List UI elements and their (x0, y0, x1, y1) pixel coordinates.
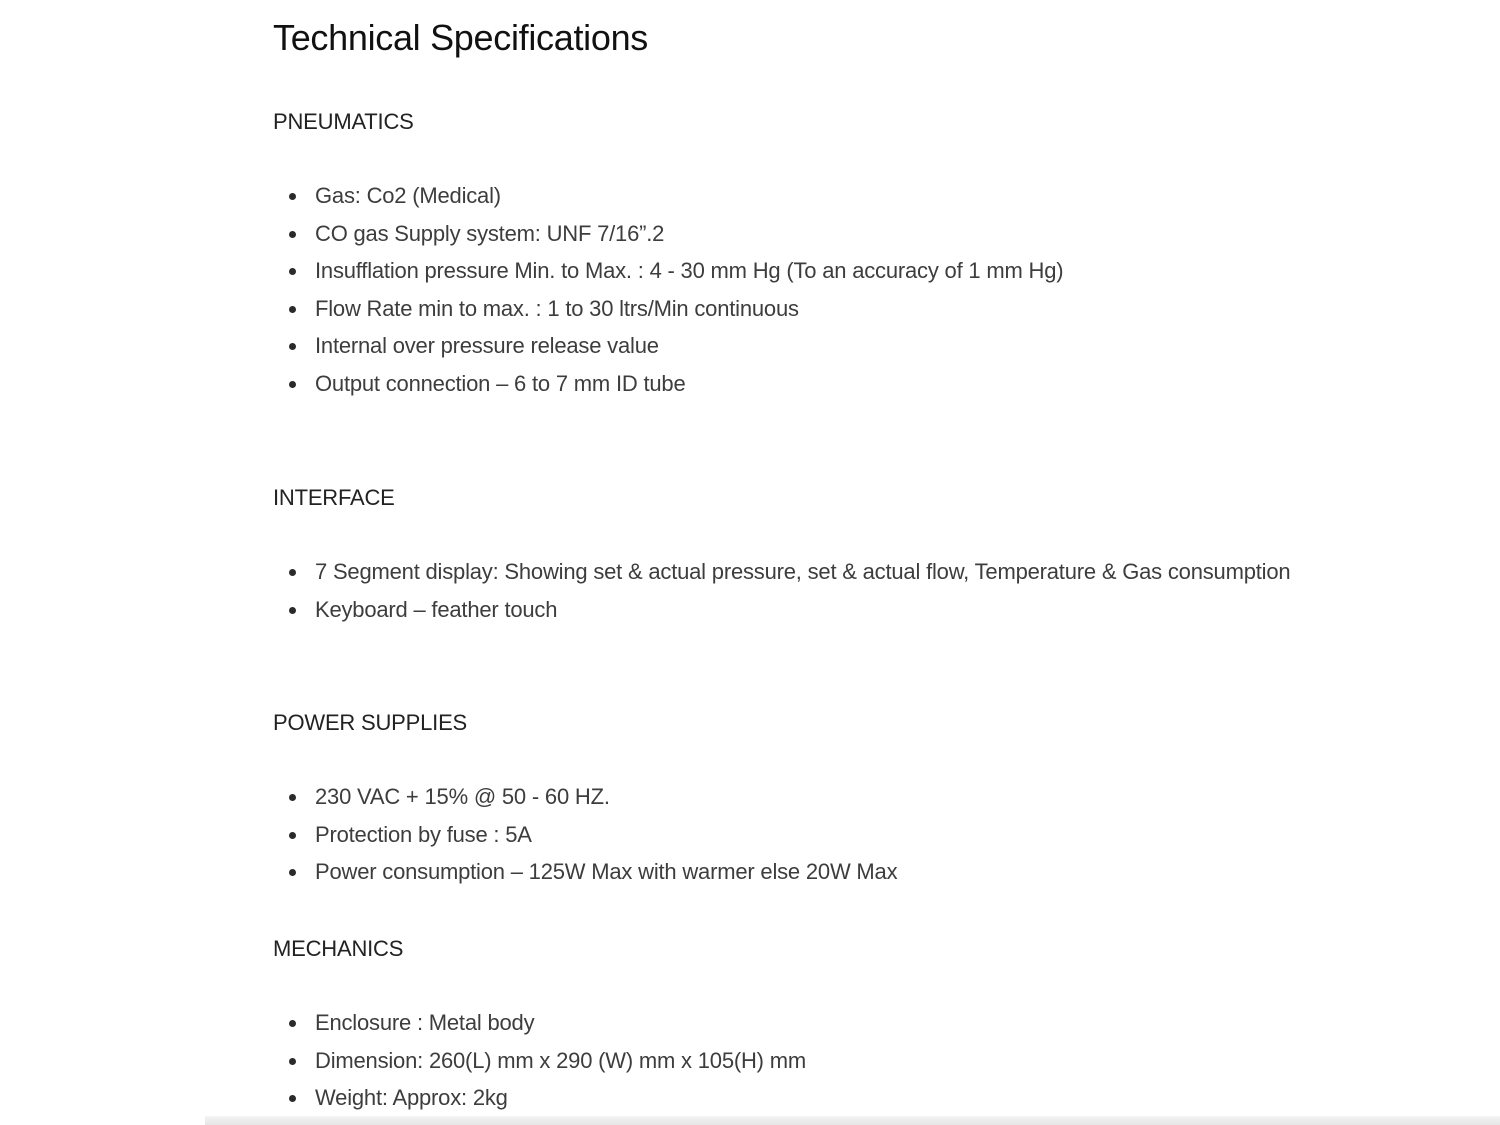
bullet-icon (289, 607, 296, 614)
section-heading-power-supplies: POWER SUPPLIES (273, 710, 468, 735)
list-item-text: Dimension: 260(L) mm x 290 (W) mm x 105(H) mm (315, 1047, 806, 1073)
power-supplies-list (273, 784, 897, 897)
list-item (273, 221, 1063, 259)
list-item-text: Power consumption – 125W Max with warmer else 20W Max (315, 859, 898, 885)
bullet-icon (289, 569, 296, 576)
list-item (273, 597, 1290, 635)
list-item-text: Flow Rate min to max. : 1 to 30 ltrs/Min continuous (315, 295, 799, 321)
section-heading-mechanics: MECHANICS (273, 936, 404, 961)
pneumatics-list (273, 183, 1063, 409)
bullet-icon (289, 832, 296, 839)
list-item (273, 822, 897, 860)
bullet-icon (289, 381, 296, 388)
bullet-icon (289, 306, 296, 313)
list-item (273, 296, 1063, 334)
list-item-text: CO gas Supply system: UNF 7/16”.2 (315, 220, 665, 246)
list-item-text: Protection by fuse : 5A (315, 821, 532, 847)
list-item (273, 1048, 806, 1086)
list-item (273, 559, 1290, 597)
section-heading-interface: INTERFACE (273, 485, 395, 510)
list-item (273, 258, 1063, 296)
list-item (273, 183, 1063, 221)
list-item-text: Internal over pressure release value (315, 333, 659, 359)
list-item-text: Weight: Approx: 2kg (315, 1085, 508, 1111)
bullet-icon (289, 231, 296, 238)
bullet-icon (289, 1058, 296, 1065)
page-title: Technical Specifications (273, 17, 649, 58)
bullet-icon (289, 1020, 296, 1027)
bullet-icon (289, 268, 296, 275)
list-item-text: 7 Segment display: Showing set & actual pressure, set & actual flow, Temperature & Gas consumption (315, 559, 1291, 584)
bullet-icon (289, 343, 296, 350)
list-item-text: 230 VAC + 15% @ 50 - 60 HZ. (315, 784, 610, 809)
list-item-text: Gas: Co2 (Medical) (315, 183, 501, 208)
list-item-text: Enclosure : Metal body (315, 1010, 535, 1035)
list-item-text: Output connection – 6 to 7 mm ID tube (315, 370, 686, 396)
list-item (273, 1010, 806, 1048)
bullet-icon (289, 193, 296, 200)
bullet-icon (289, 1095, 296, 1102)
list-item-text: Keyboard – feather touch (315, 596, 558, 622)
section-heading-pneumatics: PNEUMATICS (273, 109, 414, 134)
list-item (273, 371, 1063, 409)
list-item (273, 333, 1063, 371)
bullet-icon (289, 869, 296, 876)
bottom-edge-divider (205, 1116, 1500, 1125)
mechanics-list (273, 1010, 806, 1123)
interface-list (273, 559, 1290, 634)
list-item (273, 784, 897, 822)
list-item (273, 859, 897, 897)
list-item-text: Insufflation pressure Min. to Max. : 4 - 30 mm Hg (To an accuracy of 1 mm Hg) (315, 258, 1064, 284)
bullet-icon (289, 794, 296, 801)
